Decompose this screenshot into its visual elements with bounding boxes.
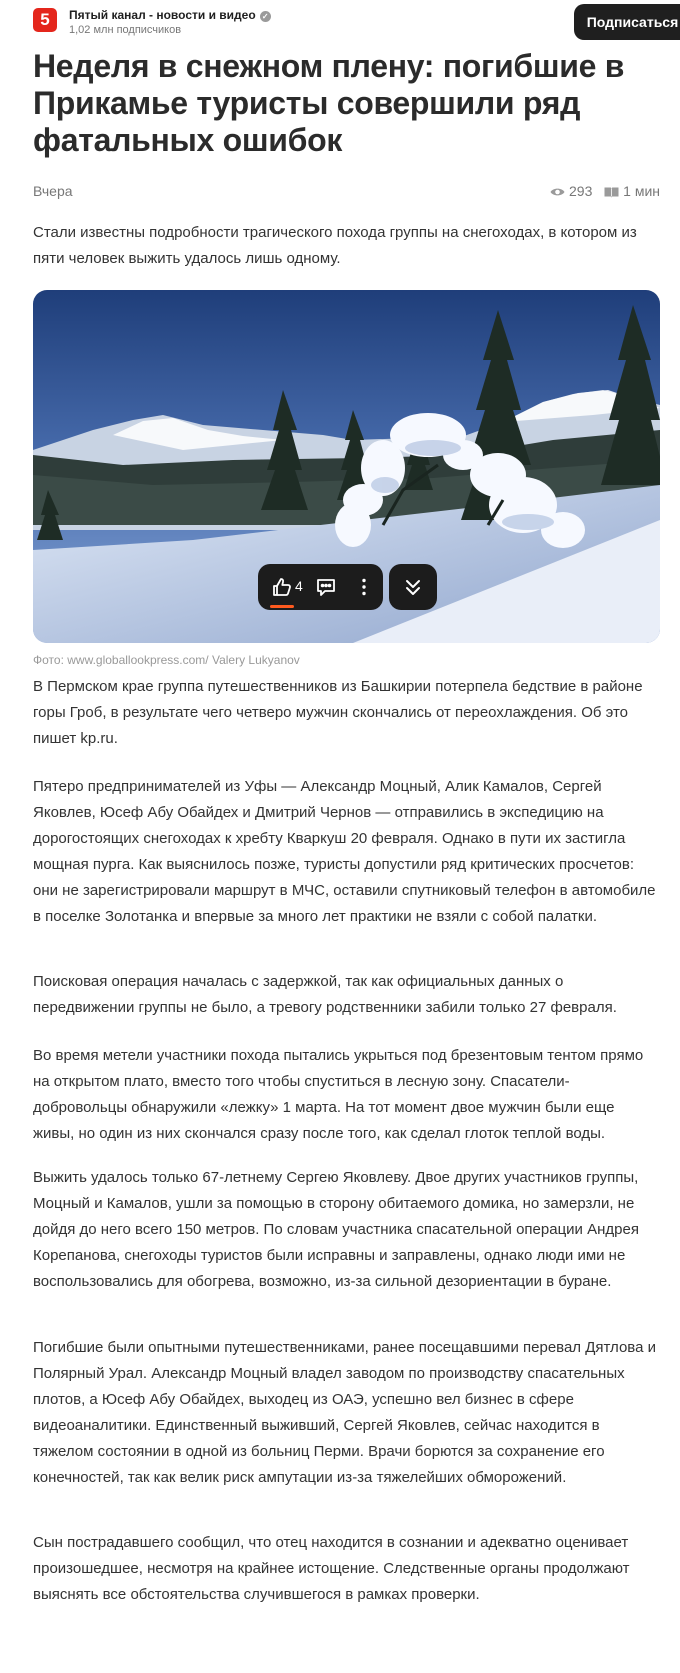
view-count: 293 bbox=[569, 183, 593, 199]
read-time: 1 мин bbox=[623, 183, 660, 199]
reaction-indicator bbox=[270, 605, 294, 608]
chevrons-down-icon bbox=[401, 575, 425, 599]
subscribe-button[interactable]: Подписаться bbox=[574, 4, 680, 40]
comment-icon[interactable] bbox=[314, 575, 338, 599]
article-paragraph: Сын пострадавшего сообщил, что отец находится в сознании и адекватно оценивает произошедшее, несмотря на крайнее истощение. Следственные органы продолжают выяснять все обстоятельства случившегося в рамках проверки. bbox=[33, 1534, 630, 1603]
article-lead: Стали известны подробности трагического похода группы на снегоходах, в котором из пяти человек выжить удалось лишь одному. bbox=[33, 224, 637, 267]
article-paragraph: Во время метели участники похода пытались укрыться под брезентовым тентом прямо на открытом плато, вместо того чтобы спуститься в лесную зону. Спасатели-добровольцы обнаружили «лежку» 1 марта. На тот момент двое мужчин были еще живы, но один из них скончался сразу после того, как сделал глоток теплой воды. bbox=[33, 1047, 644, 1142]
article-paragraph: Пятеро предпринимателей из Уфы — Александр Моцный, Алик Камалов, Сергей Яковлев, Юсеф Абу Обайдех и Дмитрий Чернов — отправились в экспедицию на дорогостоящих снегоходах к хребту Кваркуш 20 февраля. Однако в пути их застигла мощная пурга. Как выяснилось позже, туристы допустили ряд критических просчетов: они не зарегистрировали маршрут в МЧС, оставили спутниковый телефон в автомобиле в поселке Золотанка и впервые за много лет практики не взяли с собой палатки. bbox=[33, 778, 656, 925]
subscriber-count: 1,02 млн подписчиков bbox=[69, 24, 182, 36]
article-title: Неделя в снежном плену: погибшие в Прикамье туристы совершили ряд фатальных ошибок bbox=[33, 48, 625, 158]
channel-logo[interactable]: 5 bbox=[33, 8, 57, 32]
channel-header bbox=[33, 6, 679, 42]
article-paragraph: В Пермском крае группа путешественников из Башкирии потерпела бедствие в районе горы Гроб, в результате чего четверо мужчин скончались от переохлаждения. Об это пишет kp.ru. bbox=[33, 678, 643, 747]
verified-icon: ✓ bbox=[260, 11, 271, 22]
thumbs-up-icon[interactable] bbox=[270, 575, 294, 599]
publish-date: Вчера bbox=[33, 183, 73, 199]
photo-caption: Фото: www.globallookpress.com/ Valery Lukyanov bbox=[33, 653, 300, 667]
reaction-toolbar bbox=[258, 564, 383, 610]
like-count: 4 bbox=[295, 578, 303, 594]
collapse-button[interactable] bbox=[389, 564, 437, 610]
article-paragraph: Выжить удалось только 67-летнему Сергею Яковлеву. Двое других участников группы, Моцный и Камалов, ушли за помощью в сторону обитаемого домика, но замерзли, не дойдя до него всего 150 метров. По словам участника спасательной операции Андрея Корепанова, снегоходы туристов были исправны и заправлены, однако люди ими не воспользовались для обогрева, возможно, из-за сильной дезориентации в буране. bbox=[33, 1169, 639, 1290]
article-stats bbox=[548, 183, 660, 201]
article-paragraph: Поисковая операция началась с задержкой, так как официальных данных о передвижении группы не было, а тревогу родственники забили только 27 февраля. bbox=[33, 973, 617, 1016]
book-icon bbox=[604, 185, 619, 201]
channel-name[interactable]: Пятый канал - новости и видео ✓ bbox=[69, 8, 271, 22]
article-paragraph: Погибшие были опытными путешественниками, ранее посещавшими перевал Дятлова и Полярный Урал. Александр Моцный владел заводом по производству спасательных плотов, а Юсеф Абу Обайдех, выходец из ОАЭ, успешно вел бизнес в сфере видеоаналитики. Единственный выживший, Сергей Яковлев, сейчас находится в тяжелом состоянии в одной из больниц Перми. Врачи борются за сохранение его конечностей, так как велик риск ампутации из-за тяжелейших обморожений. bbox=[33, 1339, 656, 1486]
more-vertical-icon[interactable] bbox=[352, 575, 376, 599]
eye-icon bbox=[550, 185, 565, 201]
